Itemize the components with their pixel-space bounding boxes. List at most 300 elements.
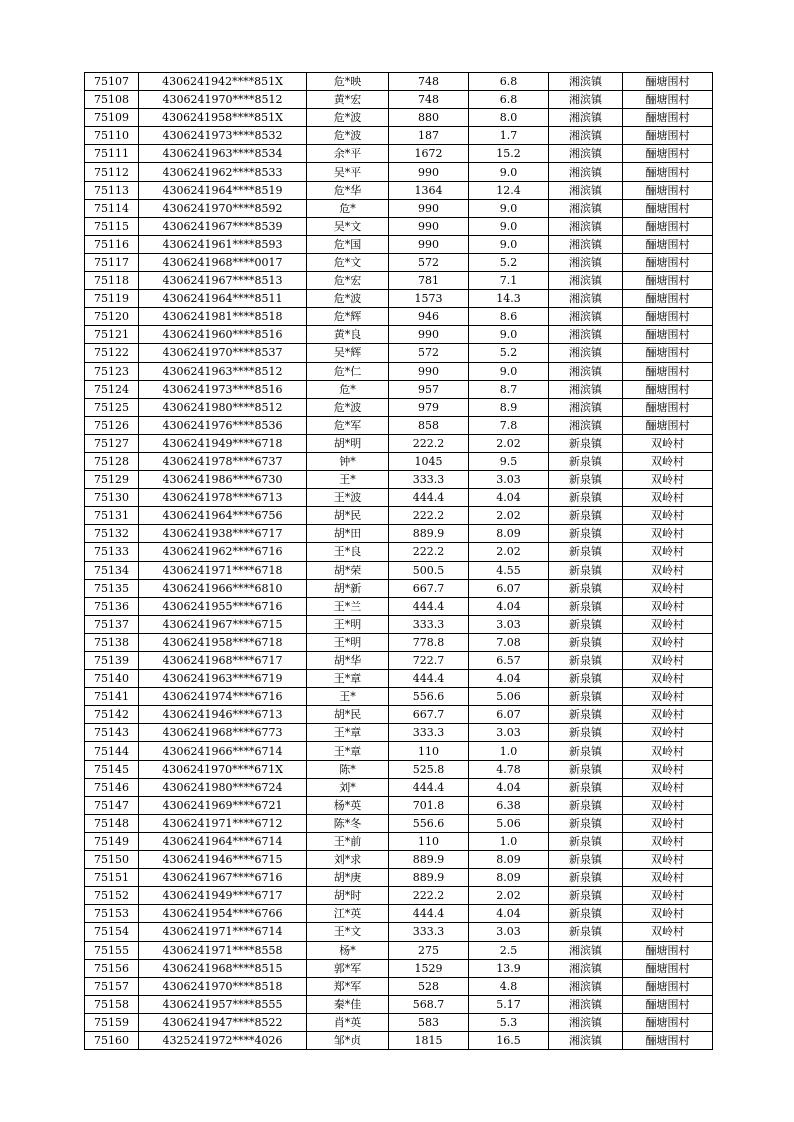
record-number-cell: 75159	[85, 1013, 139, 1031]
town-cell: 湘滨镇	[549, 253, 623, 271]
town-cell: 湘滨镇	[549, 416, 623, 434]
area-cell: 9.0	[469, 163, 549, 181]
name-cell: 余*平	[307, 145, 389, 163]
id-number-cell: 4306241958****851X	[139, 109, 307, 127]
table-row	[85, 253, 713, 271]
amount-cell: 990	[389, 326, 469, 344]
amount-cell: 990	[389, 199, 469, 217]
record-number-cell: 75156	[85, 959, 139, 977]
area-cell: 2.02	[469, 543, 549, 561]
area-cell: 2.02	[469, 507, 549, 525]
town-cell: 湘滨镇	[549, 73, 623, 91]
amount-cell: 528	[389, 977, 469, 995]
area-cell: 5.06	[469, 688, 549, 706]
area-cell: 4.04	[469, 670, 549, 688]
id-number-cell: 4306241973****8516	[139, 380, 307, 398]
area-cell: 8.0	[469, 109, 549, 127]
name-cell: 王*章	[307, 724, 389, 742]
table-row	[85, 163, 713, 181]
table-body	[85, 73, 713, 1050]
amount-cell: 667.7	[389, 579, 469, 597]
town-cell: 湘滨镇	[549, 362, 623, 380]
village-cell: 酾塘围村	[623, 398, 713, 416]
village-cell: 双岭村	[623, 760, 713, 778]
area-cell: 3.03	[469, 923, 549, 941]
id-number-cell: 4306241954****6766	[139, 905, 307, 923]
id-number-cell: 4306241962****6716	[139, 543, 307, 561]
name-cell: 刘*	[307, 778, 389, 796]
village-cell: 酾塘围村	[623, 253, 713, 271]
village-cell: 双岭村	[623, 869, 713, 887]
name-cell: 危*国	[307, 235, 389, 253]
name-cell: 王*波	[307, 489, 389, 507]
town-cell: 新泉镇	[549, 579, 623, 597]
village-cell: 双岭村	[623, 742, 713, 760]
id-number-cell: 4306241957****8555	[139, 995, 307, 1013]
record-number-cell: 75107	[85, 73, 139, 91]
name-cell: 危*文	[307, 253, 389, 271]
town-cell: 湘滨镇	[549, 272, 623, 290]
village-cell: 双岭村	[623, 887, 713, 905]
record-number-cell: 75131	[85, 507, 139, 525]
village-cell: 酾塘围村	[623, 217, 713, 235]
name-cell: 王*良	[307, 543, 389, 561]
id-number-cell: 4306241966****6714	[139, 742, 307, 760]
table-row	[85, 742, 713, 760]
record-number-cell: 75132	[85, 525, 139, 543]
table-row	[85, 977, 713, 995]
town-cell: 湘滨镇	[549, 91, 623, 109]
name-cell: 王*文	[307, 923, 389, 941]
amount-cell: 748	[389, 73, 469, 91]
town-cell: 新泉镇	[549, 887, 623, 905]
name-cell: 危*军	[307, 416, 389, 434]
name-cell: 陈*冬	[307, 814, 389, 832]
amount-cell: 333.3	[389, 471, 469, 489]
id-number-cell: 4306241970****8537	[139, 344, 307, 362]
town-cell: 新泉镇	[549, 724, 623, 742]
table-row	[85, 778, 713, 796]
name-cell: 陈*	[307, 760, 389, 778]
record-number-cell: 75120	[85, 308, 139, 326]
id-number-cell: 4306241978****6737	[139, 452, 307, 470]
record-number-cell: 75137	[85, 615, 139, 633]
amount-cell: 880	[389, 109, 469, 127]
id-number-cell: 4306241971****6714	[139, 923, 307, 941]
amount-cell: 1045	[389, 452, 469, 470]
table-row	[85, 362, 713, 380]
record-number-cell: 75127	[85, 434, 139, 452]
record-number-cell: 75151	[85, 869, 139, 887]
amount-cell: 222.2	[389, 543, 469, 561]
area-cell: 6.38	[469, 796, 549, 814]
village-cell: 酾塘围村	[623, 290, 713, 308]
area-cell: 9.0	[469, 326, 549, 344]
town-cell: 湘滨镇	[549, 941, 623, 959]
id-number-cell: 4306241958****6718	[139, 633, 307, 651]
amount-cell: 444.4	[389, 489, 469, 507]
village-cell: 酾塘围村	[623, 941, 713, 959]
area-cell: 5.2	[469, 344, 549, 362]
id-number-cell: 4306241947****8522	[139, 1013, 307, 1031]
village-cell: 酾塘围村	[623, 91, 713, 109]
record-number-cell: 75138	[85, 633, 139, 651]
name-cell: 王*明	[307, 615, 389, 633]
amount-cell: 500.5	[389, 561, 469, 579]
area-cell: 9.0	[469, 199, 549, 217]
id-number-cell: 4306241963****8512	[139, 362, 307, 380]
id-number-cell: 4306241946****6713	[139, 706, 307, 724]
record-number-cell: 75141	[85, 688, 139, 706]
table-row	[85, 851, 713, 869]
name-cell: 邹*贞	[307, 1031, 389, 1049]
village-cell: 双岭村	[623, 706, 713, 724]
table-row	[85, 959, 713, 977]
area-cell: 1.0	[469, 742, 549, 760]
table-row	[85, 416, 713, 434]
village-cell: 酾塘围村	[623, 145, 713, 163]
area-cell: 2.5	[469, 941, 549, 959]
record-number-cell: 75139	[85, 652, 139, 670]
area-cell: 7.8	[469, 416, 549, 434]
table-row	[85, 760, 713, 778]
name-cell: 危*辉	[307, 308, 389, 326]
area-cell: 7.08	[469, 633, 549, 651]
table-row	[85, 326, 713, 344]
table-row	[85, 109, 713, 127]
name-cell: 胡*华	[307, 652, 389, 670]
table-row	[85, 452, 713, 470]
town-cell: 湘滨镇	[549, 109, 623, 127]
town-cell: 新泉镇	[549, 905, 623, 923]
id-number-cell: 4306241946****6715	[139, 851, 307, 869]
village-cell: 酾塘围村	[623, 326, 713, 344]
town-cell: 湘滨镇	[549, 235, 623, 253]
town-cell: 湘滨镇	[549, 398, 623, 416]
area-cell: 2.02	[469, 434, 549, 452]
amount-cell: 722.7	[389, 652, 469, 670]
amount-cell: 556.6	[389, 814, 469, 832]
village-cell: 酾塘围村	[623, 127, 713, 145]
name-cell: 危*	[307, 199, 389, 217]
id-number-cell: 4306241978****6713	[139, 489, 307, 507]
record-number-cell: 75145	[85, 760, 139, 778]
id-number-cell: 4306241976****8536	[139, 416, 307, 434]
name-cell: 刘*求	[307, 851, 389, 869]
id-number-cell: 4306241955****6716	[139, 597, 307, 615]
id-number-cell: 4306241980****8512	[139, 398, 307, 416]
table-row	[85, 923, 713, 941]
village-cell: 双岭村	[623, 905, 713, 923]
record-number-cell: 75150	[85, 851, 139, 869]
id-number-cell: 4306241980****6724	[139, 778, 307, 796]
amount-cell: 990	[389, 362, 469, 380]
area-cell: 6.8	[469, 73, 549, 91]
name-cell: 胡*时	[307, 887, 389, 905]
amount-cell: 778.8	[389, 633, 469, 651]
table-row	[85, 1031, 713, 1049]
amount-cell: 667.7	[389, 706, 469, 724]
name-cell: 王*	[307, 688, 389, 706]
name-cell: 江*英	[307, 905, 389, 923]
id-number-cell: 4306241986****6730	[139, 471, 307, 489]
table-row	[85, 235, 713, 253]
village-cell: 酾塘围村	[623, 308, 713, 326]
amount-cell: 222.2	[389, 887, 469, 905]
amount-cell: 990	[389, 163, 469, 181]
town-cell: 湘滨镇	[549, 1031, 623, 1049]
record-number-cell: 75130	[85, 489, 139, 507]
table-row	[85, 941, 713, 959]
town-cell: 新泉镇	[549, 688, 623, 706]
table-row	[85, 199, 713, 217]
record-number-cell: 75121	[85, 326, 139, 344]
town-cell: 湘滨镇	[549, 199, 623, 217]
village-cell: 双岭村	[623, 434, 713, 452]
table-row	[85, 633, 713, 651]
id-number-cell: 4306241969****6721	[139, 796, 307, 814]
table-row	[85, 796, 713, 814]
record-number-cell: 75108	[85, 91, 139, 109]
area-cell: 6.8	[469, 91, 549, 109]
table-row	[85, 525, 713, 543]
id-number-cell: 4306241967****6715	[139, 615, 307, 633]
area-cell: 1.0	[469, 832, 549, 850]
record-number-cell: 75116	[85, 235, 139, 253]
record-number-cell: 75117	[85, 253, 139, 271]
record-number-cell: 75125	[85, 398, 139, 416]
record-number-cell: 75123	[85, 362, 139, 380]
town-cell: 新泉镇	[549, 452, 623, 470]
name-cell: 钟*	[307, 452, 389, 470]
record-number-cell: 75128	[85, 452, 139, 470]
table-row	[85, 344, 713, 362]
id-number-cell: 4306241967****6716	[139, 869, 307, 887]
record-number-cell: 75158	[85, 995, 139, 1013]
amount-cell: 572	[389, 253, 469, 271]
record-number-cell: 75129	[85, 471, 139, 489]
table-row	[85, 489, 713, 507]
town-cell: 新泉镇	[549, 742, 623, 760]
id-number-cell: 4306241968****0017	[139, 253, 307, 271]
name-cell: 杨*英	[307, 796, 389, 814]
table-row	[85, 869, 713, 887]
town-cell: 新泉镇	[549, 760, 623, 778]
area-cell: 4.8	[469, 977, 549, 995]
amount-cell: 444.4	[389, 670, 469, 688]
amount-cell: 889.9	[389, 525, 469, 543]
area-cell: 1.7	[469, 127, 549, 145]
record-number-cell: 75110	[85, 127, 139, 145]
area-cell: 5.17	[469, 995, 549, 1013]
village-cell: 酾塘围村	[623, 959, 713, 977]
area-cell: 3.03	[469, 471, 549, 489]
record-number-cell: 75135	[85, 579, 139, 597]
record-number-cell: 75122	[85, 344, 139, 362]
village-cell: 双岭村	[623, 579, 713, 597]
area-cell: 9.0	[469, 235, 549, 253]
amount-cell: 889.9	[389, 869, 469, 887]
town-cell: 湘滨镇	[549, 995, 623, 1013]
id-number-cell: 4306241974****6716	[139, 688, 307, 706]
town-cell: 湘滨镇	[549, 217, 623, 235]
area-cell: 4.04	[469, 489, 549, 507]
table-row	[85, 615, 713, 633]
name-cell: 胡*民	[307, 507, 389, 525]
village-cell: 双岭村	[623, 814, 713, 832]
name-cell: 秦*佳	[307, 995, 389, 1013]
name-cell: 吴*平	[307, 163, 389, 181]
table-row	[85, 145, 713, 163]
record-number-cell: 75143	[85, 724, 139, 742]
table-row	[85, 832, 713, 850]
amount-cell: 1573	[389, 290, 469, 308]
amount-cell: 333.3	[389, 724, 469, 742]
id-number-cell: 4306241962****8533	[139, 163, 307, 181]
record-number-cell: 75109	[85, 109, 139, 127]
town-cell: 新泉镇	[549, 923, 623, 941]
table-row	[85, 398, 713, 416]
record-number-cell: 75119	[85, 290, 139, 308]
record-number-cell: 75154	[85, 923, 139, 941]
town-cell: 新泉镇	[549, 489, 623, 507]
village-cell: 双岭村	[623, 724, 713, 742]
table-row	[85, 543, 713, 561]
town-cell: 湘滨镇	[549, 145, 623, 163]
record-number-cell: 75147	[85, 796, 139, 814]
name-cell: 郭*军	[307, 959, 389, 977]
area-cell: 8.09	[469, 869, 549, 887]
id-number-cell: 4306241961****8593	[139, 235, 307, 253]
record-number-cell: 75126	[85, 416, 139, 434]
amount-cell: 858	[389, 416, 469, 434]
record-number-cell: 75124	[85, 380, 139, 398]
village-cell: 酾塘围村	[623, 977, 713, 995]
town-cell: 新泉镇	[549, 706, 623, 724]
area-cell: 9.0	[469, 362, 549, 380]
area-cell: 5.3	[469, 1013, 549, 1031]
town-cell: 新泉镇	[549, 597, 623, 615]
town-cell: 湘滨镇	[549, 344, 623, 362]
id-number-cell: 4306241971****8558	[139, 941, 307, 959]
name-cell: 危*映	[307, 73, 389, 91]
table-row	[85, 308, 713, 326]
name-cell: 郑*军	[307, 977, 389, 995]
village-cell: 双岭村	[623, 452, 713, 470]
name-cell: 胡*荣	[307, 561, 389, 579]
amount-cell: 525.8	[389, 760, 469, 778]
amount-cell: 187	[389, 127, 469, 145]
name-cell: 胡*田	[307, 525, 389, 543]
table-row	[85, 127, 713, 145]
amount-cell: 110	[389, 832, 469, 850]
name-cell: 危*波	[307, 127, 389, 145]
area-cell: 7.1	[469, 272, 549, 290]
name-cell: 危*宏	[307, 272, 389, 290]
town-cell: 新泉镇	[549, 507, 623, 525]
name-cell: 胡*明	[307, 434, 389, 452]
village-cell: 酾塘围村	[623, 344, 713, 362]
area-cell: 8.7	[469, 380, 549, 398]
village-cell: 双岭村	[623, 543, 713, 561]
amount-cell: 1672	[389, 145, 469, 163]
village-cell: 酾塘围村	[623, 163, 713, 181]
table-row	[85, 91, 713, 109]
village-cell: 酾塘围村	[623, 181, 713, 199]
record-number-cell: 75157	[85, 977, 139, 995]
name-cell: 黄*良	[307, 326, 389, 344]
id-number-cell: 4306241963****8534	[139, 145, 307, 163]
amount-cell: 701.8	[389, 796, 469, 814]
id-number-cell: 4306241963****6719	[139, 670, 307, 688]
area-cell: 6.57	[469, 652, 549, 670]
record-number-cell: 75160	[85, 1031, 139, 1049]
amount-cell: 946	[389, 308, 469, 326]
name-cell: 危*华	[307, 181, 389, 199]
village-cell: 双岭村	[623, 670, 713, 688]
name-cell: 胡*新	[307, 579, 389, 597]
id-number-cell: 4306241981****8518	[139, 308, 307, 326]
name-cell: 肖*英	[307, 1013, 389, 1031]
area-cell: 15.2	[469, 145, 549, 163]
area-cell: 4.04	[469, 778, 549, 796]
table-row	[85, 724, 713, 742]
name-cell: 胡*民	[307, 706, 389, 724]
town-cell: 新泉镇	[549, 471, 623, 489]
id-number-cell: 4306241973****8532	[139, 127, 307, 145]
name-cell: 吴*文	[307, 217, 389, 235]
amount-cell: 444.4	[389, 597, 469, 615]
amount-cell: 444.4	[389, 778, 469, 796]
record-number-cell: 75118	[85, 272, 139, 290]
town-cell: 湘滨镇	[549, 959, 623, 977]
village-cell: 酾塘围村	[623, 73, 713, 91]
name-cell: 王*章	[307, 670, 389, 688]
village-cell: 双岭村	[623, 525, 713, 543]
area-cell: 8.9	[469, 398, 549, 416]
table-row	[85, 1013, 713, 1031]
village-cell: 酾塘围村	[623, 380, 713, 398]
area-cell: 8.09	[469, 851, 549, 869]
record-number-cell: 75142	[85, 706, 139, 724]
data-table	[84, 72, 713, 1050]
id-number-cell: 4306241949****6717	[139, 887, 307, 905]
amount-cell: 556.6	[389, 688, 469, 706]
village-cell: 双岭村	[623, 489, 713, 507]
amount-cell: 979	[389, 398, 469, 416]
village-cell: 酾塘围村	[623, 416, 713, 434]
village-cell: 酾塘围村	[623, 995, 713, 1013]
amount-cell: 222.2	[389, 434, 469, 452]
area-cell: 3.03	[469, 615, 549, 633]
town-cell: 新泉镇	[549, 543, 623, 561]
town-cell: 新泉镇	[549, 652, 623, 670]
town-cell: 湘滨镇	[549, 127, 623, 145]
village-cell: 酾塘围村	[623, 235, 713, 253]
name-cell: 吴*辉	[307, 344, 389, 362]
amount-cell: 222.2	[389, 507, 469, 525]
village-cell: 双岭村	[623, 778, 713, 796]
name-cell: 王*章	[307, 742, 389, 760]
record-number-cell: 75113	[85, 181, 139, 199]
village-cell: 双岭村	[623, 923, 713, 941]
id-number-cell: 4306241960****8516	[139, 326, 307, 344]
village-cell: 酾塘围村	[623, 272, 713, 290]
town-cell: 新泉镇	[549, 633, 623, 651]
id-number-cell: 4306241971****6718	[139, 561, 307, 579]
amount-cell: 568.7	[389, 995, 469, 1013]
village-cell: 双岭村	[623, 597, 713, 615]
